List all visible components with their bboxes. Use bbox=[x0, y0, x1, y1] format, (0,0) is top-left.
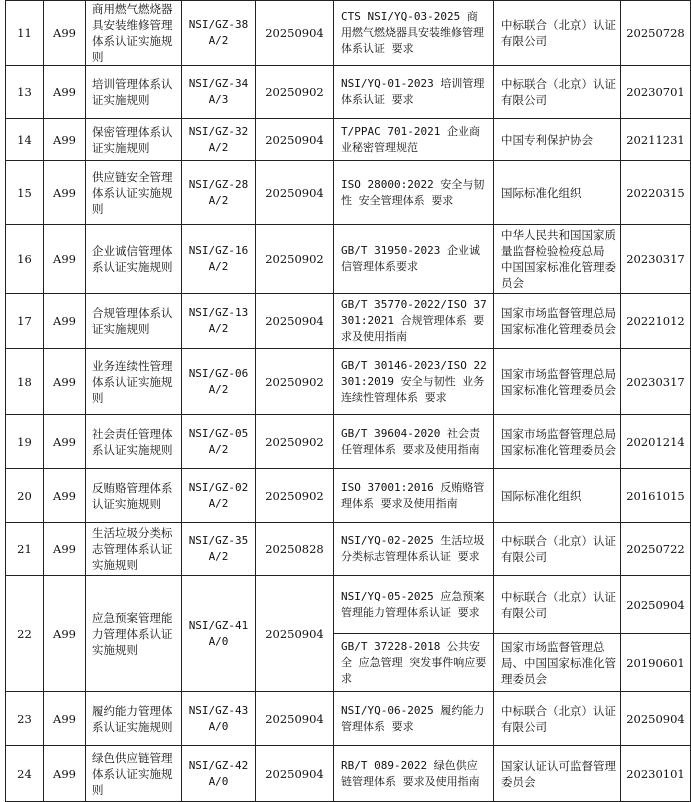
rule-code: NSI/GZ-35 A/2 bbox=[182, 523, 256, 576]
reference-standard: NSI/YQ-01-2023 培训管理体系认证 要求 bbox=[334, 66, 494, 119]
rule-date: 20250904 bbox=[256, 576, 334, 692]
table-row bbox=[6, 225, 691, 294]
rule-name: 供应链安全管理体系认证实施规则 bbox=[86, 161, 182, 225]
table-row bbox=[6, 1, 691, 66]
category-code: A99 bbox=[44, 294, 86, 349]
row-number: 20 bbox=[6, 469, 44, 523]
standard-date: 20221012 bbox=[621, 294, 691, 349]
row-number: 22 bbox=[6, 576, 44, 692]
rule-date: 20250828 bbox=[256, 523, 334, 576]
rule-date: 20250904 bbox=[256, 746, 334, 802]
issuing-organization: 中国专利保护协会 bbox=[494, 119, 621, 161]
rule-name: 应急预案管理能力管理体系认证实施规则 bbox=[86, 576, 182, 692]
category-code: A99 bbox=[44, 349, 86, 415]
standard-date: 20250722 bbox=[621, 523, 691, 576]
table-row bbox=[6, 746, 691, 802]
rule-code: NSI/GZ-43 A/0 bbox=[182, 692, 256, 746]
issuing-organization: 中标联合（北京）认证有限公司 bbox=[494, 576, 621, 634]
reference-standard: ISO 37001:2016 反贿赂管理体系 要求及使用指南 bbox=[334, 469, 494, 523]
reference-standard: ISO 28000:2022 安全与韧性 安全管理体系 要求 bbox=[334, 161, 494, 225]
rule-date: 20250904 bbox=[256, 1, 334, 66]
category-code: A99 bbox=[44, 66, 86, 119]
row-number: 11 bbox=[6, 1, 44, 66]
rule-name: 业务连续性管理体系认证实施规则 bbox=[86, 349, 182, 415]
reference-standard: NSI/YQ-05-2025 应急预案管理能力管理体系认证 要求 bbox=[334, 576, 494, 634]
reference-standard: NSI/YQ-06-2025 履约能力管理体系 要求 bbox=[334, 692, 494, 746]
certification-rules-table bbox=[5, 0, 691, 802]
rule-code: NSI/GZ-42 A/0 bbox=[182, 746, 256, 802]
standard-date: 20250904 bbox=[621, 576, 691, 634]
reference-standard: CTS NSI/YQ-03-2025 商用燃气燃烧器具安装维修管理体系认证 要求 bbox=[334, 1, 494, 66]
table-row bbox=[6, 66, 691, 119]
rule-name: 合规管理体系认证实施规则 bbox=[86, 294, 182, 349]
reference-standard: GB/T 30146-2023/ISO 22301:2019 安全与韧性 业务连续性管理体系 要求 bbox=[334, 349, 494, 415]
reference-standard: GB/T 37228-2018 公共安全 应急管理 突发事件响应要求 bbox=[334, 634, 494, 692]
rule-date: 20250902 bbox=[256, 225, 334, 294]
row-number: 16 bbox=[6, 225, 44, 294]
rule-date: 20250904 bbox=[256, 161, 334, 225]
rule-name: 保密管理体系认证实施规则 bbox=[86, 119, 182, 161]
rule-date: 20250902 bbox=[256, 66, 334, 119]
category-code: A99 bbox=[44, 746, 86, 802]
rule-code: NSI/GZ-32 A/2 bbox=[182, 119, 256, 161]
rule-date: 20250904 bbox=[256, 119, 334, 161]
rule-name: 商用燃气燃烧器具安装维修管理体系认证实施规则 bbox=[86, 1, 182, 66]
table-row bbox=[6, 523, 691, 576]
issuing-organization: 中标联合（北京）认证有限公司 bbox=[494, 692, 621, 746]
issuing-organization: 国家市场监督管理总局 国家标准化管理委员会 bbox=[494, 349, 621, 415]
reference-standard: GB/T 39604-2020 社会责任管理体系 要求及使用指南 bbox=[334, 415, 494, 469]
table-row bbox=[6, 576, 691, 634]
category-code: A99 bbox=[44, 225, 86, 294]
standard-date: 20201214 bbox=[621, 415, 691, 469]
rule-name: 社会责任管理体系认证实施规则 bbox=[86, 415, 182, 469]
table-row bbox=[6, 119, 691, 161]
reference-standard: NSI/YQ-02-2025 生活垃圾分类标志管理体系认证 要求 bbox=[334, 523, 494, 576]
row-number: 23 bbox=[6, 692, 44, 746]
issuing-organization: 中标联合（北京）认证有限公司 bbox=[494, 66, 621, 119]
category-code: A99 bbox=[44, 415, 86, 469]
rule-date: 20250902 bbox=[256, 349, 334, 415]
rule-date: 20250902 bbox=[256, 415, 334, 469]
category-code: A99 bbox=[44, 161, 86, 225]
row-number: 13 bbox=[6, 66, 44, 119]
rule-code: NSI/GZ-02 A/2 bbox=[182, 469, 256, 523]
standard-date: 20161015 bbox=[621, 469, 691, 523]
rule-code: NSI/GZ-34 A/3 bbox=[182, 66, 256, 119]
issuing-organization: 中华人民共和国国家质量监督检验检疫总局 中国国家标准化管理委员会 bbox=[494, 225, 621, 294]
issuing-organization: 中标联合（北京）认证有限公司 bbox=[494, 523, 621, 576]
rule-code: NSI/GZ-13 A/2 bbox=[182, 294, 256, 349]
table-row bbox=[6, 415, 691, 469]
category-code: A99 bbox=[44, 523, 86, 576]
reference-standard: RB/T 089-2022 绿色供应链管理体系 要求及使用指南 bbox=[334, 746, 494, 802]
standard-date: 20211231 bbox=[621, 119, 691, 161]
category-code: A99 bbox=[44, 576, 86, 692]
rule-name: 反贿赂管理体系认证实施规则 bbox=[86, 469, 182, 523]
rule-date: 20250904 bbox=[256, 692, 334, 746]
table-row bbox=[6, 161, 691, 225]
issuing-organization: 国际标准化组织 bbox=[494, 161, 621, 225]
rule-code: NSI/GZ-28 A/2 bbox=[182, 161, 256, 225]
standard-date: 20250904 bbox=[621, 692, 691, 746]
category-code: A99 bbox=[44, 692, 86, 746]
row-number: 21 bbox=[6, 523, 44, 576]
rule-name: 培训管理体系认证实施规则 bbox=[86, 66, 182, 119]
rule-name: 履约能力管理体系认证实施规则 bbox=[86, 692, 182, 746]
reference-standard: GB/T 35770-2022/ISO 37301:2021 合规管理体系 要求及使用指南 bbox=[334, 294, 494, 349]
rule-code: NSI/GZ-05 A/2 bbox=[182, 415, 256, 469]
standard-date: 20190601 bbox=[621, 634, 691, 692]
rule-name: 绿色供应链管理体系认证实施规则 bbox=[86, 746, 182, 802]
standard-date: 20230317 bbox=[621, 349, 691, 415]
rule-code: NSI/GZ-38 A/2 bbox=[182, 1, 256, 66]
category-code: A99 bbox=[44, 119, 86, 161]
issuing-organization: 国家市场监督管理总局、中国国家标准化管理委员会 bbox=[494, 634, 621, 692]
rule-date: 20250902 bbox=[256, 469, 334, 523]
standard-date: 20230101 bbox=[621, 746, 691, 802]
standard-date: 20220315 bbox=[621, 161, 691, 225]
standard-date: 20230317 bbox=[621, 225, 691, 294]
row-number: 14 bbox=[6, 119, 44, 161]
row-number: 17 bbox=[6, 294, 44, 349]
table-row bbox=[6, 469, 691, 523]
reference-standard: GB/T 31950-2023 企业诚信管理体系要求 bbox=[334, 225, 494, 294]
rule-date: 20250904 bbox=[256, 294, 334, 349]
table-row bbox=[6, 294, 691, 349]
issuing-organization: 中标联合（北京）认证有限公司 bbox=[494, 1, 621, 66]
rule-name: 企业诚信管理体系认证实施规则 bbox=[86, 225, 182, 294]
rule-code: NSI/GZ-16 A/2 bbox=[182, 225, 256, 294]
category-code: A99 bbox=[44, 469, 86, 523]
issuing-organization: 国际标准化组织 bbox=[494, 469, 621, 523]
reference-standard: T/PPAC 701-2021 企业商业秘密管理规范 bbox=[334, 119, 494, 161]
table-body bbox=[6, 1, 691, 802]
issuing-organization: 国家认证认可监督管理委员会 bbox=[494, 746, 621, 802]
table-row bbox=[6, 349, 691, 415]
row-number: 19 bbox=[6, 415, 44, 469]
row-number: 18 bbox=[6, 349, 44, 415]
row-number: 15 bbox=[6, 161, 44, 225]
issuing-organization: 国家市场监督管理总局 国家标准化管理委员会 bbox=[494, 415, 621, 469]
rule-code: NSI/GZ-41 A/0 bbox=[182, 576, 256, 692]
rule-name: 生活垃圾分类标志管理体系认证实施规则 bbox=[86, 523, 182, 576]
rule-code: NSI/GZ-06 A/2 bbox=[182, 349, 256, 415]
table-row bbox=[6, 692, 691, 746]
row-number: 24 bbox=[6, 746, 44, 802]
standard-date: 20250728 bbox=[621, 1, 691, 66]
category-code: A99 bbox=[44, 1, 86, 66]
standard-date: 20230701 bbox=[621, 66, 691, 119]
issuing-organization: 国家市场监督管理总局 国家标准化管理委员会 bbox=[494, 294, 621, 349]
